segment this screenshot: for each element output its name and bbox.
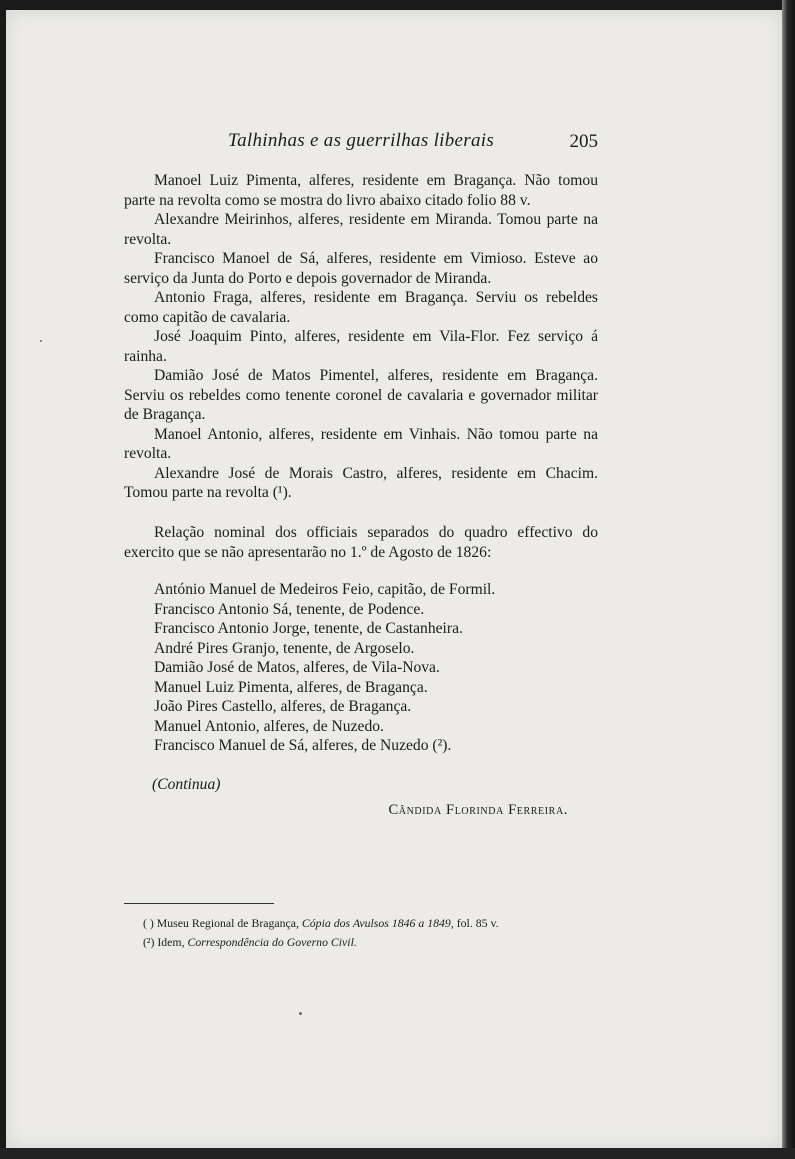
- relacao-paragraph: Relação nominal dos officiais separados do quadro effectivo do exercito que se não apresentarão no 1.º de Agosto de 1826:: [124, 524, 598, 561]
- footnote-mark: (²): [143, 935, 155, 949]
- footnote-text: Idem,: [157, 935, 185, 949]
- paragraph: Damião José de Matos Pimentel, alferes, residente em Bragança. Serviu os rebeldes como tenente coronel de cavalaria e governador militar de Bragança.: [124, 367, 598, 423]
- list-item: Francisco Antonio Jorge, tenente, de Castanheira.: [154, 620, 463, 637]
- list-item: João Pires Castello, alferes, de Bragança.: [154, 698, 412, 715]
- running-title: Talhinhas e as guerrilhas liberais: [228, 130, 495, 151]
- list-item: Damião José de Matos, alferes, de Vila-Nova.: [154, 659, 440, 676]
- paragraph: José Joaquim Pinto, alferes, residente em Vila-Flor. Fez serviço á rainha.: [124, 328, 598, 365]
- list-item: Manuel Antonio, alferes, de Nuzedo.: [154, 717, 384, 735]
- list-item: Francisco Antonio Sá, tenente, de Podence.: [154, 600, 425, 618]
- footnote-mark: ( ): [143, 916, 154, 930]
- paragraph: Antonio Fraga, alferes, residente em Bragança. Serviu os rebeldes como capitão de cavalaria.: [124, 289, 598, 326]
- footnote-text: fol. 85 v.: [456, 916, 499, 930]
- continua-note: (Continua): [152, 776, 221, 793]
- paragraph: Francisco Manoel de Sá, alferes, residente em Vimioso. Esteve ao serviço da Junta do Porto e depois governador de Miranda.: [124, 250, 598, 287]
- paragraph: Alexandre Meirinhos, alferes, residente em Miranda. Tomou parte na revolta.: [124, 211, 598, 248]
- footnote-source-title: Correspondência do Governo Civil.: [187, 935, 357, 949]
- footnotes: [143, 914, 593, 952]
- officer-paragraphs: [124, 171, 598, 503]
- paper-speck: [40, 340, 42, 342]
- page-number: 205: [569, 131, 598, 152]
- footnote-text: Museu Regional de Bragança,: [156, 916, 299, 930]
- list-item: António Manuel de Medeiros Feio, capitão, de Formil.: [154, 581, 496, 598]
- footnote-2: [143, 933, 593, 952]
- footnote-divider: [124, 903, 274, 904]
- paper-speck: [299, 1012, 302, 1015]
- page-bottom-edge: [0, 1148, 795, 1159]
- page-header: [124, 130, 598, 160]
- footnote-1: [143, 914, 593, 933]
- paragraph: Manoel Luiz Pimenta, alferes, residente em Bragança. Não tomou parte na revolta como se mostra do livro abaixo citado folio 88 v.: [124, 172, 598, 209]
- list-item: André Pires Granjo, tenente, de Argoselo.: [154, 639, 415, 657]
- author-signature: Cândida Florinda Ferreira.: [388, 802, 568, 818]
- list-item: Manuel Luiz Pimenta, alferes, de Bragança.: [154, 678, 428, 696]
- list-item: Francisco Manuel de Sá, alferes, de Nuzedo (²).: [154, 737, 452, 754]
- paragraph: Manoel Antonio, alferes, residente em Vinhais. Não tomou parte na revolta.: [124, 425, 598, 462]
- page-edge-shadow: [782, 0, 795, 1159]
- paragraph: Alexandre José de Morais Castro, alferes, residente em Chacim. Tomou parte na revolta (¹).: [124, 464, 598, 501]
- footnote-source-title: Cópia dos Avulsos 1846 a 1849,: [301, 916, 454, 930]
- officer-list: [154, 580, 594, 756]
